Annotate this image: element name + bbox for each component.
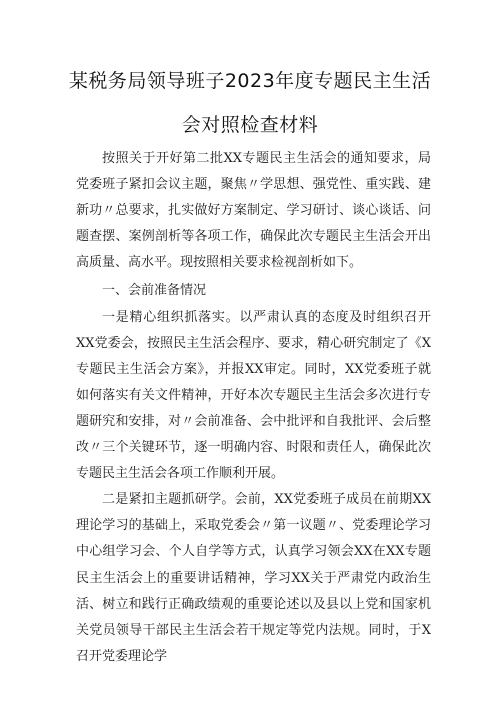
document-body — [76, 146, 431, 670]
body-paragraph-1: 一是精心组织抓落实。以严肃认真的态度及时组织召开XX党委会，按照民主生活会程序、要求，精心研究制定了《X专题民主生活会方案》，并报XX审定。同时，XX党委班子就如何落实有关文件精神，开好本次专题民主生活会多次进行专题研究和安排，对〃会前准备、会中批评和自我批评、会后整改〃三个关键环节，逐一明确内容、时限和责任人，确保此次专题民主生活会各项工作顺利开展。 — [76, 309, 431, 482]
document-title-line-2: 会对照检查材料 — [181, 114, 319, 136]
section-heading: 一、会前准备情况 — [102, 283, 207, 299]
body-paragraph-2: 二是紧扣主题抓研学。会前，XX党委班子成员在前期XX理论学习的基础上，采取党委会〃第一议题〃、党委理论学习中心组学习会、个人自学等方式，认真学习领会XX在XX专题民主生活会上的重要讲话精神，学习XX关于严肃党内政治生活、树立和践行正确政绩观的重要论述以及县以上党和国家机关党员领导干部民主生活会若干规定等党内法规。同时，于X召开党委理论学 — [76, 492, 431, 664]
document-title-line-1: 某税务局领导班子2023年度专题民主生活 — [68, 70, 432, 92]
intro-paragraph: 按照关于开好第二批XX专题民主生活会的通知要求，局党委班子紧扣会议主题，聚焦〃学思想、强党性、重实践、建新功〃总要求，扎实做好方案制定、学习研讨、谈心谈话、问题查摆、案例剖析等各项工作，确保此次专题民主生活会开出高质量、高水平。现按照相关要求检视剖析如下。 — [76, 151, 431, 271]
